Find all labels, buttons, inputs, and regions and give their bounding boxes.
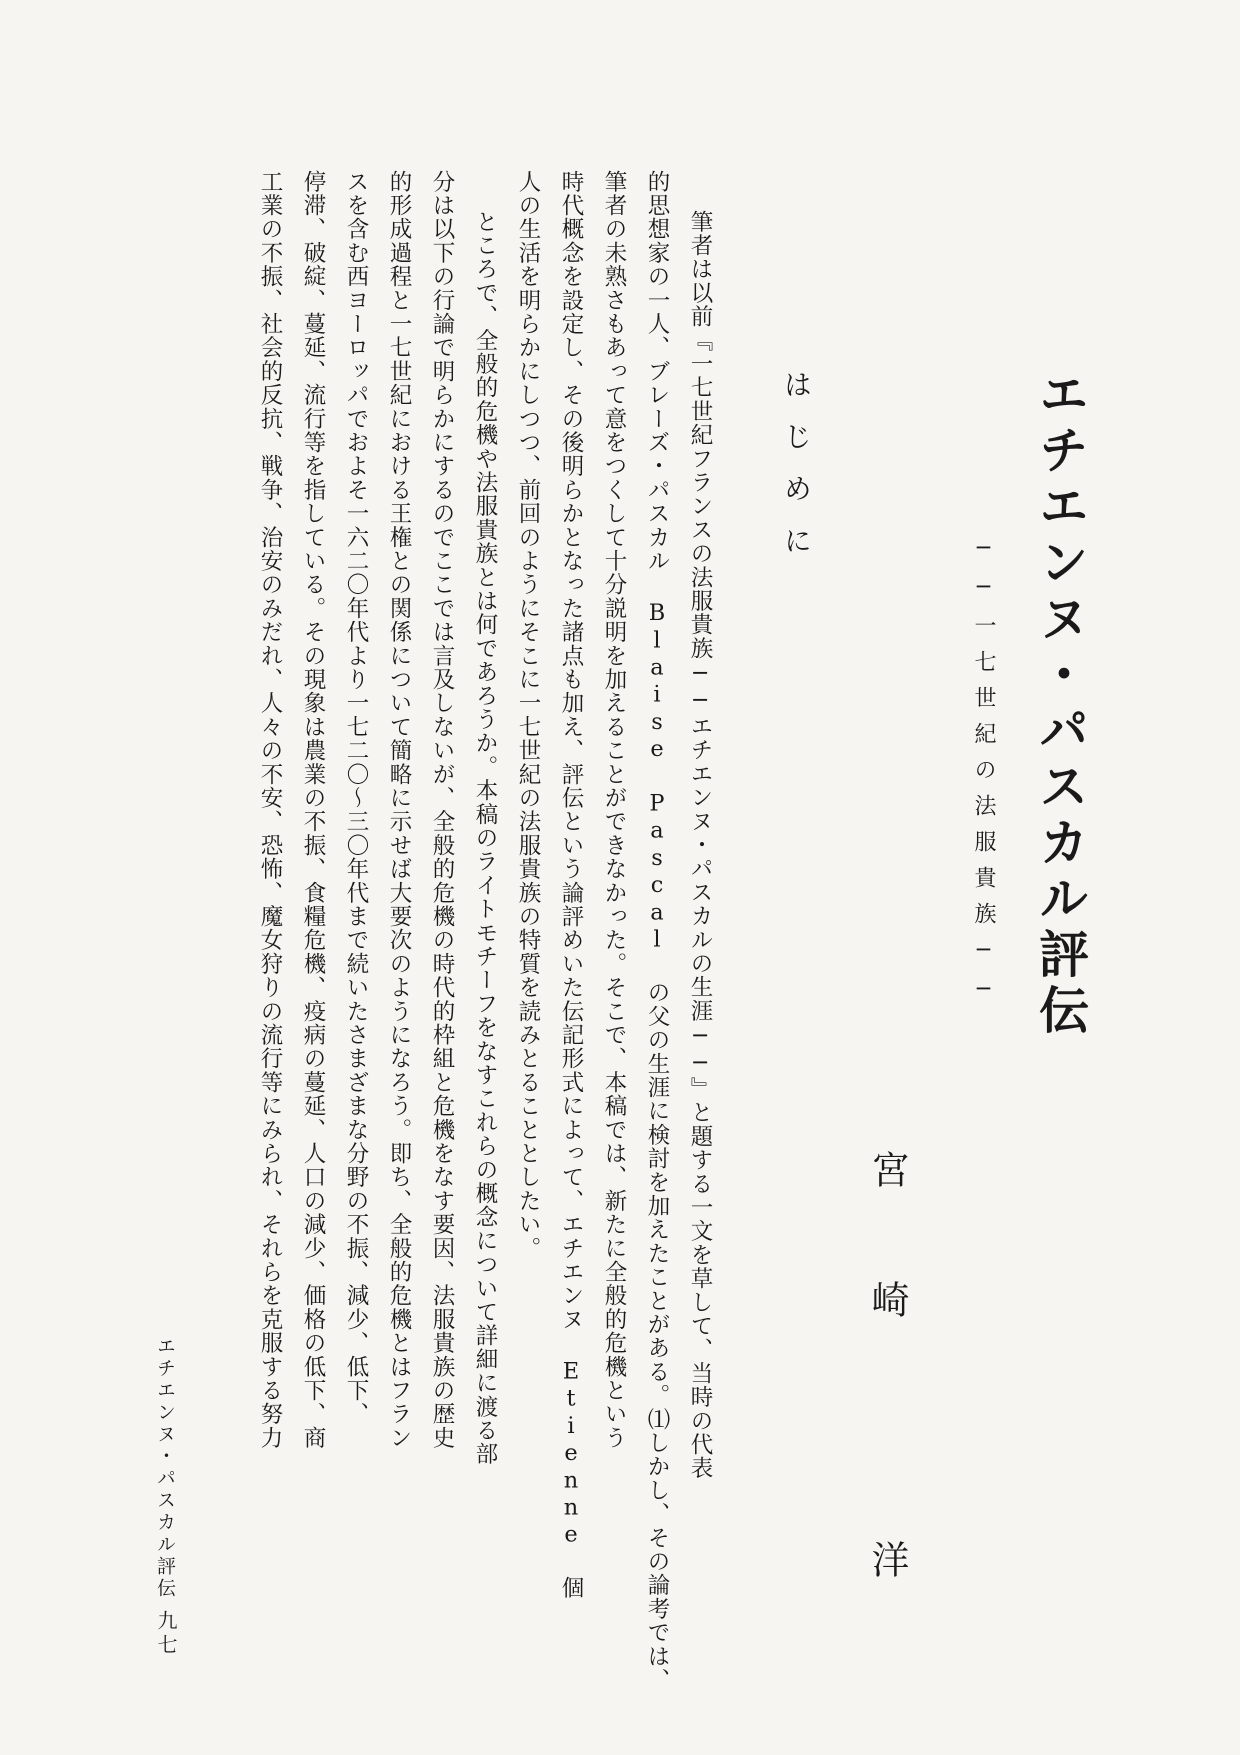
author-name: 宮崎 洋 [865,1150,909,1670]
body-column-8: 的形成過程と一七世紀における王権との関係について簡略に示せば大要次のようになろう。即ち、全般的危機とはフラン [386,170,412,1450]
article-title: エチエンヌ・パスカル評伝 [1031,368,1090,1040]
body-column-10: 停滞、破綻、蔓延、流行等を指している。その現象は農業の不振、食糧危機、疫病の蔓延、人口の減少、価格の低下、商 [300,170,326,1450]
body-column-9: スを含む西ヨーロッパでおよそ一六二〇年代より一七二〇〜三〇年代まで続いたさまざまな分野の不振、減少、低下、 [343,170,369,1427]
body-column-1: 筆者は以前『一七世紀フランスの法服貴族──エチエンヌ・パスカルの生涯──』と題する一文を草して、当時の代表 [687,210,713,1481]
page-number: 九七 [154,1610,178,1658]
running-footer: エチエンヌ・パスカル評伝 [154,1336,176,1600]
body-column-5: 人の生活を明らかにしつつ、前回のようにそこに一七世紀の法服貴族の特質を読みとることとしたい。 [515,170,541,1261]
section-heading: はじめに [780,370,813,578]
body-column-2: 的思想家の一人、ブレーズ・パスカル Blaise Pascal の父の生涯に検討を加えたことがある。⑴しかし、その論考では、 [644,170,670,1692]
article-subtitle: ──一七世紀の法服貴族── [971,536,996,1016]
body-column-6: ところで、全般的危機や法服貴族とは何であろうか。本稿のライトモチーフをなすこれらの概念について詳細に渡る部 [472,210,498,1467]
body-column-3: 筆者の未熟さもあって意をつくして十分説明を加えることができなかった。そこで、本稿では、新たに全般的危機という [601,170,627,1450]
body-column-7: 分は以下の行論で明らかにするのでここでは言及しないが、全般的危機の時代的枠組と危機をなす要因、法服貴族の歴史 [429,170,455,1450]
body-column-11: 工業の不振、社会的反抗、戦争、治安のみだれ、人々の不安、恐怖、魔女狩りの流行等にみられ、それらを克服する努力 [257,170,283,1450]
body-column-4: 時代概念を設定し、その後明らかとなった諸点も加え、評伝という論評めいた伝記形式によって、エチエンヌ Etienne 個 [558,170,584,1600]
